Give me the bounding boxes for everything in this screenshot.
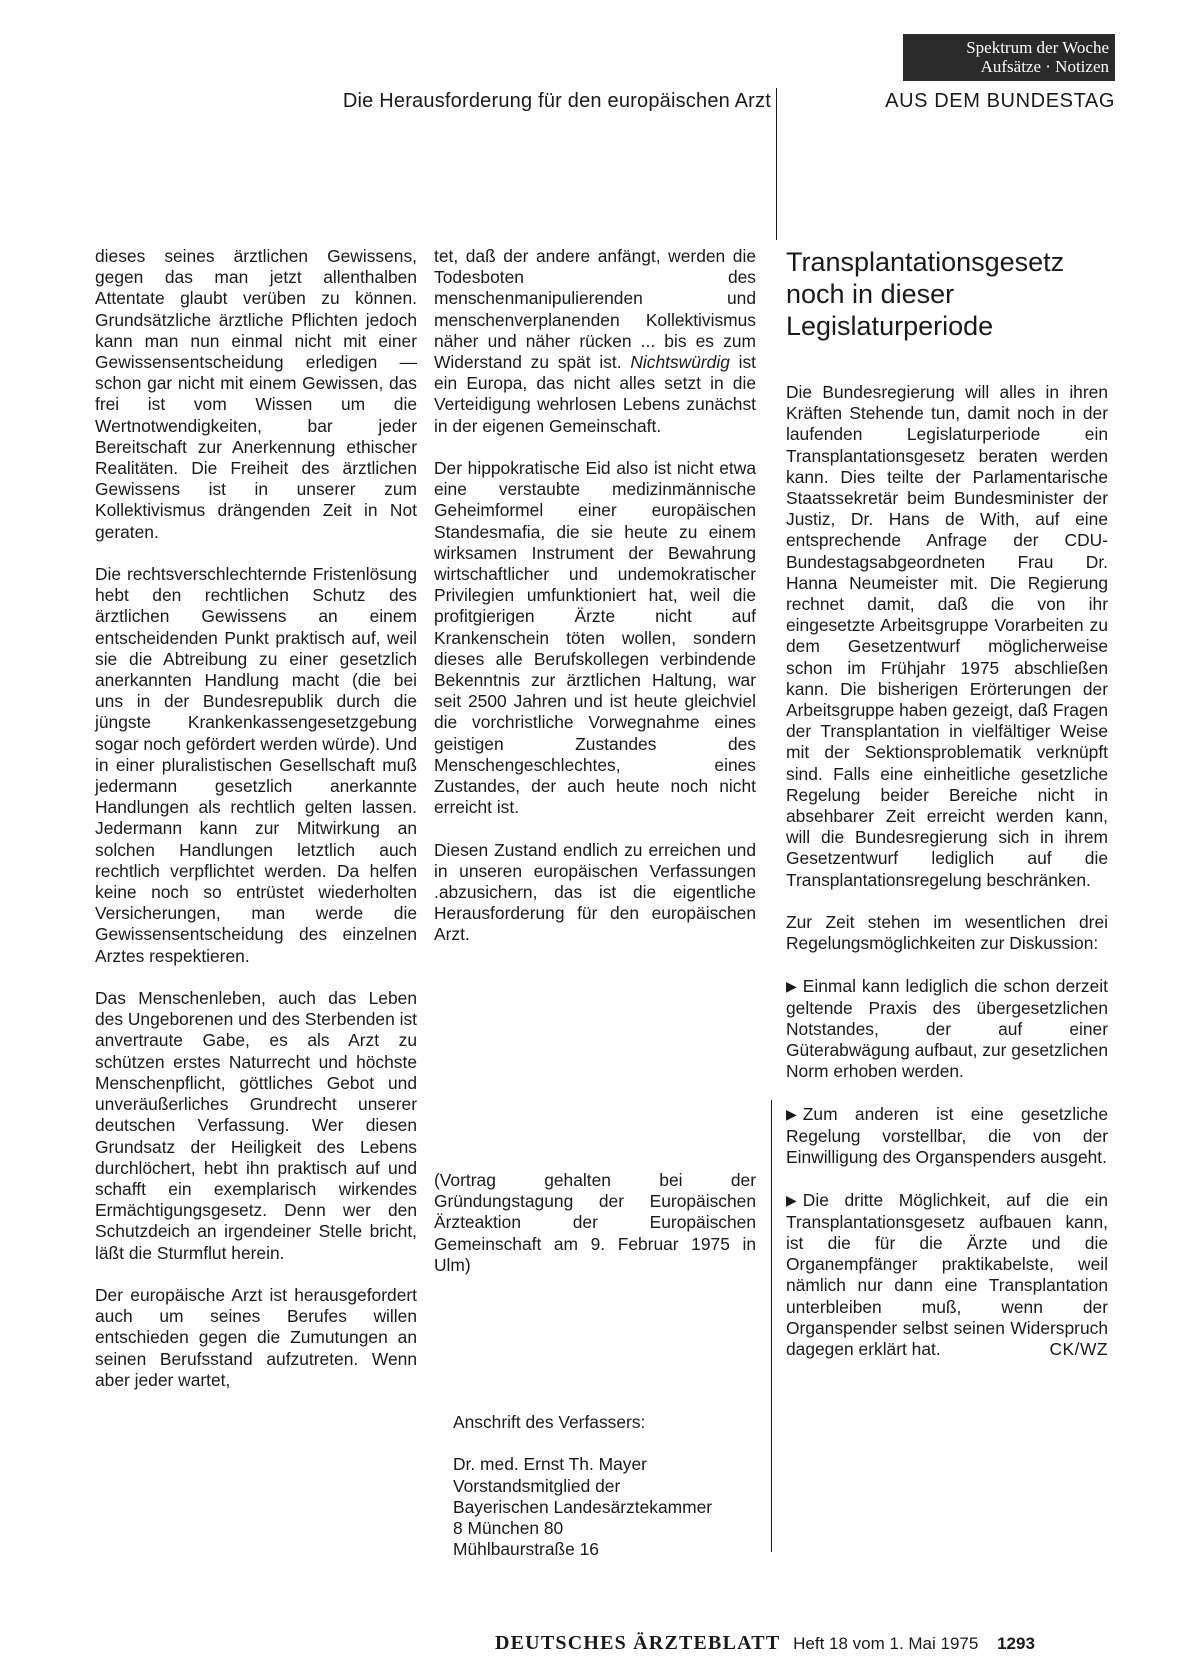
address-label: Anschrift des Verfassers: bbox=[453, 1412, 646, 1432]
bullet-item bbox=[786, 1104, 1108, 1169]
emphasis-text: Nichtswürdig bbox=[630, 352, 730, 373]
author-address bbox=[453, 1412, 773, 1560]
page-number: 1293 bbox=[997, 1634, 1035, 1653]
issue-info: Heft 18 vom 1. Mai 1975 bbox=[793, 1634, 979, 1653]
article-column-2 bbox=[434, 246, 756, 967]
article-headline bbox=[786, 246, 1116, 342]
headline-line: Legislaturperiode bbox=[786, 311, 994, 341]
article-column-3 bbox=[786, 382, 1108, 1381]
bullet-item bbox=[786, 1190, 1108, 1361]
bullet-item bbox=[786, 976, 1108, 1083]
section-badge bbox=[903, 34, 1115, 81]
section-title: AUS DEM BUNDESTAG bbox=[885, 90, 1115, 112]
bullet-text: Einmal kann lediglich die schon derzeit geltende Praxis des übergesetzlichen Notstandes, der auf einer Güterabwägung aufbaut, zur gesetzlichen Norm erhoben werden. bbox=[786, 975, 1108, 1082]
address-line: Vorstandsmitglied der bbox=[453, 1475, 621, 1496]
paragraph: Der hippokratische Eid also ist nicht etwa eine verstaubte medizinmännische Geheimformel einer europäischen Standesmafia, die sie heute zu einem wirksamen Instrument der Bewahrung wirtschaftlicher und undemokratischer Privilegien umfunktioniert hat, weil die profitgierigen Ärzte nicht auf Krankenschein töten wollen, sondern dieses alle Berufskollegen verbindende Bekenntnis zur ärztlichen Haltung, war seit 2500 Jahren und ist heute gleichviel die vorchristliche Vorwegnahme eines geistigen Zustandes des Menschengeschlechtes, eines Zustandes, der auch heute noch nicht erreicht ist. bbox=[434, 458, 756, 818]
address-line: Dr. med. Ernst Th. Mayer bbox=[453, 1454, 647, 1475]
magazine-name: DEUTSCHES ÄRZTEBLATT bbox=[495, 1632, 781, 1654]
paragraph-text: ist ein Europa, das nicht alles setzt in die Verteidigung wehrlosen Lebens zunächst in der eigenen Gemeinschaft. bbox=[434, 352, 756, 436]
paragraph: Das Menschenleben, auch das Leben des Ungeborenen und des Sterbenden ist anvertraute Gabe, es als Arzt zu schützen erstes Naturrecht und höchste Menschenpflicht, göttliches Gebot und unveräußerliches Grundrecht unserer deutschen Verfassung. Wer diesen Grundsatz der Heiligkeit des Lebens durchlöchert, hebt ihn praktisch auf und schafft ein exemplarisch wirkendes Ermächtigungsgesetz. Denn wer den Schutzdeich an irgendeiner Stelle bricht, läßt die Sturmflut herein. bbox=[95, 988, 417, 1263]
paragraph bbox=[434, 246, 756, 437]
badge-line-2: Aufsätze · Notizen bbox=[980, 57, 1109, 76]
author-signature: CK/WZ bbox=[1049, 1339, 1108, 1360]
paragraph: Diesen Zustand endlich zu erreichen und in unseren europäischen Verfassungen .abzusichern, das ist die eigentliche Herausforderung für den europäischen Arzt. bbox=[434, 839, 756, 945]
triangle-bullet-icon: ▶ bbox=[786, 977, 797, 994]
address-line: Bayerischen Landesärztekammer bbox=[453, 1496, 713, 1517]
paragraph: Die Bundesregierung will alles in ihren Kräften Stehende tun, damit noch in der laufenden Legislaturperiode ein Transplantationsgesetz beraten werden kann. Dies teilte der Parlamentarische Staatssekretär beim Bundesminister der Justiz, Dr. Hans de With, auf eine entsprechende Anfrage der CDU-Bundestagsabgeordneten Frau Dr. Hanna Neumeister mit. Die Regierung rechnet damit, daß die von ihr eingesetzte Arbeitsgruppe Vorarbeiten zu dem Gesetzentwurf möglicherweise schon im Frühjahr 1975 abschließen kann. Die bisherigen Erörterungen der Arbeitsgruppe haben gezeigt, daß Fragen der Transplantation in vielfältiger Weise mit der Sektionsproblematik verknüpft sind. Falls eine einheitliche gesetzliche Regelung beider Bereiche nicht in absehbarer Zeit erreicht werden kann, will die Bundesregierung sich in ihrem Gesetzentwurf lediglich auf die Transplantationsregelung beschränken. bbox=[786, 382, 1108, 890]
address-line: Mühlbaurstraße 16 bbox=[453, 1539, 599, 1560]
triangle-bullet-icon: ▶ bbox=[786, 1105, 797, 1122]
paragraph: dieses seines ärztlichen Gewissens, gegen das man jetzt allenthalben Attentate glaubt verüben zu können. Grundsätzliche ärztliche Pflichten jedoch kann man nun einmal nicht mit einer Gewissensentscheidung erledigen — schon gar nicht mit einem Gewissen, das frei ist vom Wissen um die Wertnotwendigkeiten, bar jeder Bereitschaft zur Anerkennung ethischer Realitäten. Die Freiheit des ärztlichen Gewissens ist in unserer zum Kollektivismus drängenden Zeit in Not geraten. bbox=[95, 246, 417, 542]
running-title: Die Herausforderung für den europäischen Arzt bbox=[342, 90, 771, 112]
badge-line-1: Spektrum der Woche bbox=[966, 38, 1109, 57]
triangle-bullet-icon: ▶ bbox=[786, 1191, 797, 1208]
paragraph: Zur Zeit stehen im wesentlichen drei Regelungsmöglichkeiten zur Diskussion: bbox=[786, 912, 1108, 954]
bullet-text: Die dritte Möglichkeit, auf die ein Transplantationsgesetz aufbauen kann, ist die für die Ärzte und die Organempfänger praktikabelste, weil nämlich nur dann eine Transplantation unterbleiben muß, wenn der Organspender selbst seinen Widerspruch dagegen erklärt hat. bbox=[786, 1189, 1108, 1360]
headline-line: noch in dieser bbox=[786, 279, 955, 309]
lecture-note: (Vortrag gehalten bei der Gründungstagung der Europäischen Ärzteaktion der Europäischen Gemeinschaft am 9. Februar 1975 in Ulm) bbox=[434, 1170, 756, 1275]
paragraph: Der europäische Arzt ist herausgefordert auch um seines Berufes willen entschieden gegen die Zumutungen an seinen Berufsstand aufzutreten. Wenn aber jeder wartet, bbox=[95, 1284, 417, 1390]
bullet-text: Zum anderen ist eine gesetzliche Regelung vorstellbar, die von der Einwilligung des Organspenders ausgeht. bbox=[786, 1103, 1108, 1168]
column-divider-top bbox=[776, 88, 777, 240]
paragraph: Die rechtsverschlechternde Fristenlösung hebt den rechtlichen Schutz des ärztlichen Gewissens an einem entscheidenden Punkt praktisch auf, weil sie die Abtreibung zu einer gesetzlich anerkannten Handlung macht (die bei uns in der Bundesrepublik durch die jüngste Krankenkassengesetzgebung sogar noch gefördert werden würde). Und in einer pluralistischen Gesellschaft muß jedermann gesetzlich anerkannte Handlungen als rechtlich gelten lassen. Jedermann kann zur Mitwirkung an solchen Handlungen letztlich auch rechtlich verpflichtet werden. Da helfen keine noch so entrüstet wiederholten Versicherungen, man werde die Gewissensentscheidung des einzelnen Arztes respektieren. bbox=[95, 564, 417, 966]
headline-line: Transplantationsgesetz bbox=[786, 247, 1065, 277]
address-line: 8 München 80 bbox=[453, 1518, 564, 1538]
paragraph-text: tet, daß der andere anfängt, werden die Todesboten des menschenmanipulierenden und menschenverplanenden Kollektivismus näher und näher rücken ... bis es zum Widerstand zu spät ist. bbox=[434, 246, 756, 373]
article-column-1 bbox=[95, 246, 417, 1412]
page-footer bbox=[495, 1632, 1095, 1655]
